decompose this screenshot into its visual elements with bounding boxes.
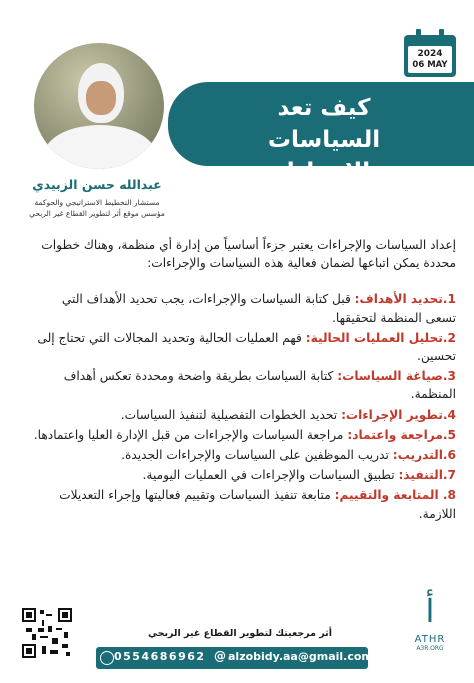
list-item: 3.صياغة السياسات: كتابة السياسات بطريقة واضحة ومحددة تعكس أهداف المنظمة. (63, 369, 456, 402)
title-line-1: كيف تعد (277, 95, 371, 121)
intro-paragraph: إعداد السياسات والإجراءات يعتبر جزءاً أساسياً من إدارة أي منظمة، وهناك خطوات محددة يمكن اتباعها لضمان فعالية هذه السياسات والإجراءات: (41, 238, 456, 271)
logo-text: ATHR (414, 634, 446, 645)
footer-caption: أثر مرجعيتك لتطوير القطاع غير الربحي (147, 628, 332, 639)
article-body (28, 236, 456, 525)
list-item: 7.التنفيذ: تطبيق السياسات والإجراءات في العمليات اليومية. (142, 468, 456, 483)
calendar-year: 2024 (417, 49, 443, 59)
list-item: 2.تحليل العمليات الحالية: فهم العمليات الحالية وتحديد المجالات التي تحتاج إلى تحسين. (37, 330, 456, 364)
author-role-2: مؤسس موقع أثر لتطوير القطاع غير الربحي (29, 209, 165, 218)
email-icon: @ (214, 649, 226, 663)
calendar-icon (404, 27, 456, 77)
author-role-1: مستشار التخطيط الاستراتيجي والحوكمة (34, 198, 160, 207)
qr-code[interactable] (22, 608, 72, 658)
athr-logo (400, 588, 460, 668)
whatsapp-icon (100, 651, 114, 665)
title-line-2: السياسات والاجراءات (263, 127, 385, 185)
athr-logo-mark-icon: ﺃ (425, 592, 435, 630)
list-item: 6.التدريب: تدريب الموظفين على السياسات والإجراءات الجديدة. (121, 448, 456, 463)
list-item: 4.تطوير الإجراءات: تحديد الخطوات التفصيلية لتنفيذ السياسات. (120, 407, 456, 422)
question-mark-icon: ؟ (174, 77, 218, 171)
list-item: 1.تحديد الأهداف: قبل كتابة السياسات والإجراءات، يجب تحديد الأهداف التي تسعى المنظمة لتحقيقها. (61, 292, 456, 325)
contact-bar (96, 647, 373, 669)
author-name: عبدالله حسن الزبيدي (32, 177, 162, 192)
phone-number[interactable]: 0554686962 (114, 650, 206, 663)
calendar-date: 06 MAY (412, 60, 448, 70)
author-photo (34, 43, 164, 169)
list-item: 8. المتابعة والتقييم: متابعة تنفيذ السياسات وتقييم فعاليتها وإجراء التعديلات اللازمة. (59, 488, 456, 521)
list-item: 5.مراجعة واعتماد: مراجعة السياسات والإجراءات من قبل الإدارة العليا واعتمادها. (33, 427, 456, 442)
email-address[interactable]: alzobidy.aa@gmail.com (228, 650, 373, 663)
logo-subtext: A3R.ORG (416, 645, 444, 652)
